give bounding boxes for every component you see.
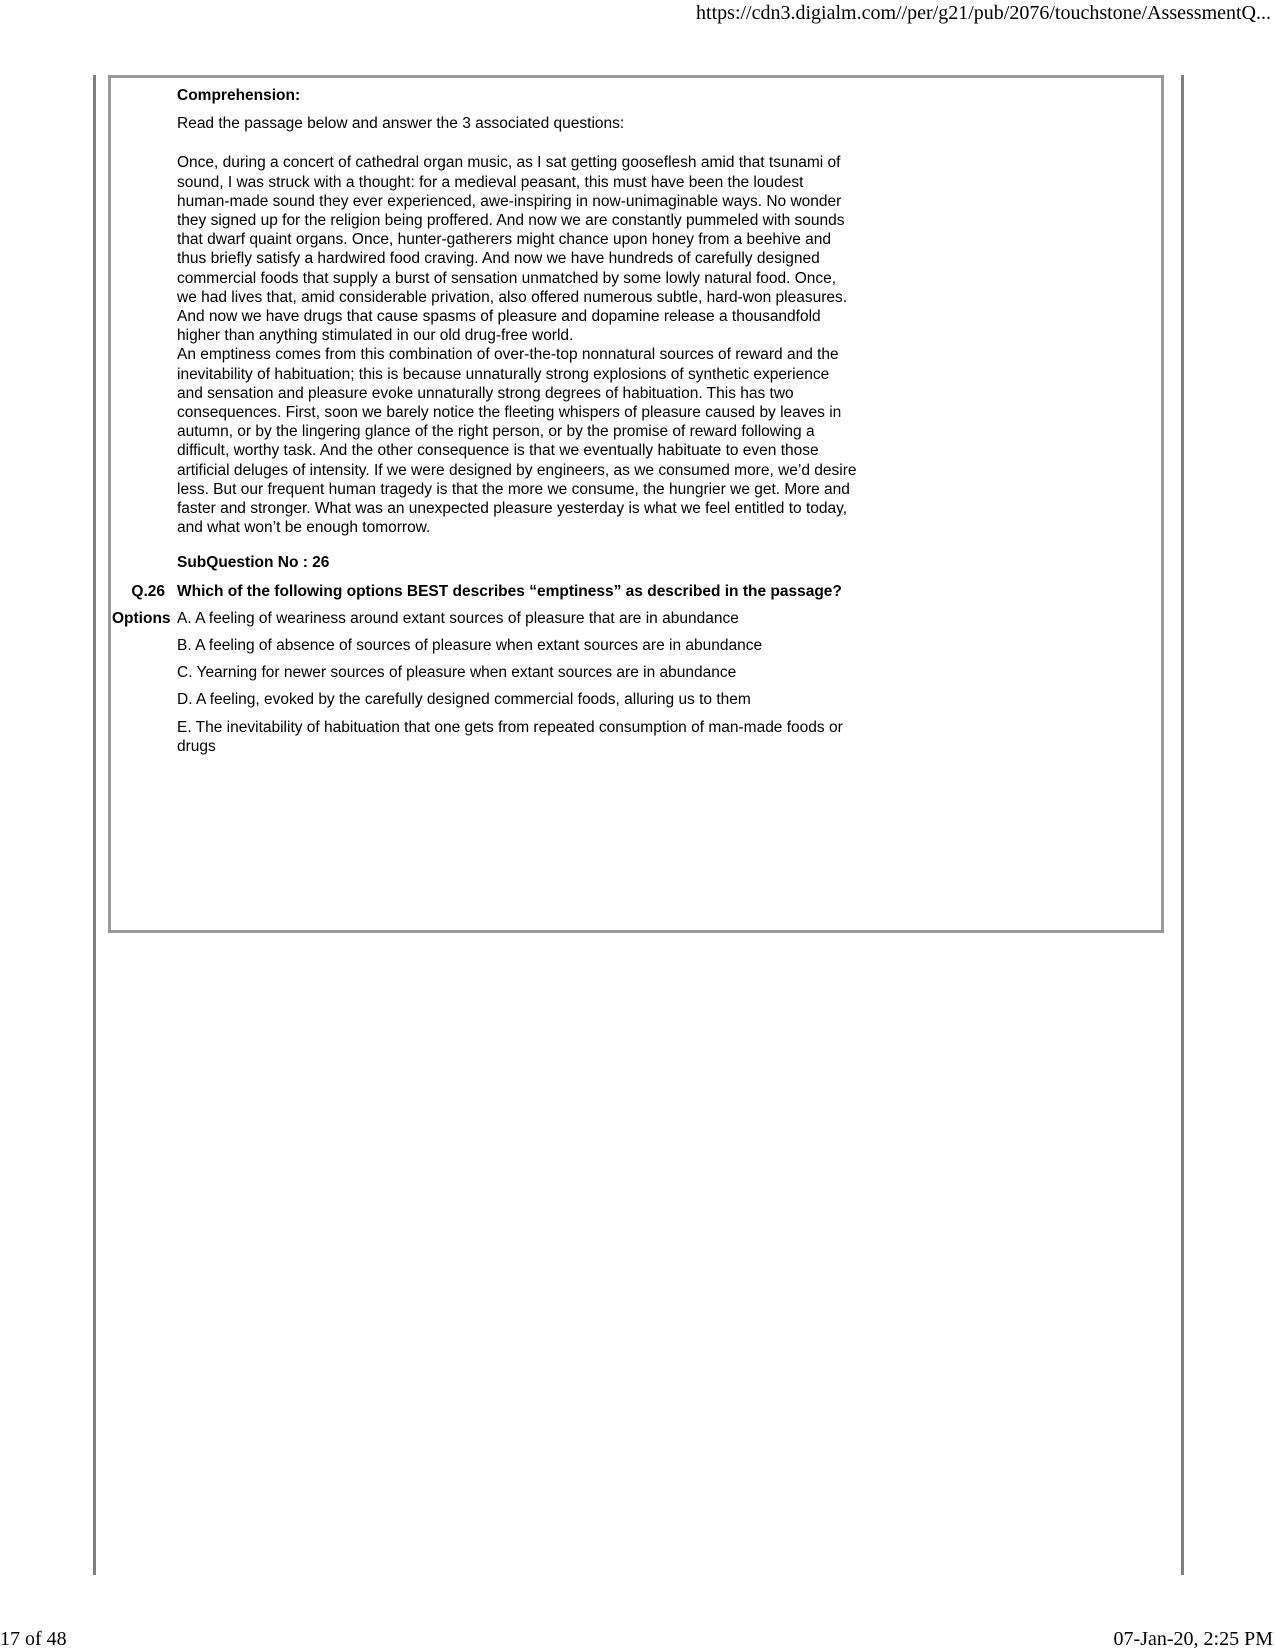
outer-frame-left-line bbox=[93, 75, 96, 1575]
question-row bbox=[131, 582, 857, 601]
question-text: Which of the following options BEST describes “emptiness” as described in the passage? bbox=[177, 582, 842, 600]
subquestion-label: SubQuestion No : 26 bbox=[177, 554, 330, 572]
option-d: D. A feeling, evoked by the carefully designed commercial foods, alluring us to them bbox=[177, 691, 751, 709]
print-header-url: https://cdn3.digialm.com//per/g21/pub/2076/touchstone/AssessmentQ... bbox=[696, 2, 1271, 24]
page-number: 17 of 48 bbox=[0, 1628, 67, 1650]
passage-paragraph-1: Once, during a concert of cathedral organ music, as I sat getting gooseflesh amid that tsunami of sound, I was struck with a thought: for a medieval peasant, this must have been the loudest human-made sound they ever experienced, awe-inspiring in now-unimaginable ways. No wonder they signed up for the religion being proffered. And now we are constantly pummeled with sounds that dwarf quaint organs. Once, hunter-gatherers might chance upon honey from a beehive and thus briefly satisfy a hardwired food craving. And now we have hundreds of carefully designed commercial foods that supply a burst of sensation unmatched by some lowly natural food. Once, we had lives that, amid considerable privation, also offered numerous subtle, hard-won pleasures. And now we have drugs that cause spasms of pleasure and dopamine release a thousandfold higher than anything stimulated in our old drug-free world. bbox=[177, 154, 848, 345]
comprehension-heading: Comprehension: bbox=[177, 87, 301, 104]
option-a: A. A feeling of weariness around extant sources of pleasure that are in abundance bbox=[177, 609, 739, 627]
print-datetime: 07-Jan-20, 2:25 PM bbox=[1113, 1628, 1273, 1650]
outer-frame-right-line bbox=[1181, 75, 1184, 1575]
option-b: B. A feeling of absence of sources of pleasure when extant sources are in abundance bbox=[177, 637, 763, 655]
option-c: C. Yearning for newer sources of pleasure when extant sources are in abundance bbox=[177, 664, 737, 682]
options-label: Options bbox=[112, 609, 171, 627]
options-row bbox=[112, 609, 857, 628]
option-e: E. The inevitability of habituation that one gets from repeated consumption of man-made foods or drugs bbox=[177, 718, 843, 755]
question-number: Q.26 bbox=[131, 582, 165, 600]
passage-paragraph-2: An emptiness comes from this combination of over-the-top nonnatural sources of reward and the inevitability of habituation; this is because unnaturally strong explosions of synthetic experience and sensation and pleasure evoke unnaturally strong degrees of habituation. This has two consequences. First, soon we barely notice the fleeting whispers of pleasure caused by leaves in autumn, or by the lingering glance of the right person, or by the promise of reward following a difficult, worthy task. And the other consequence is that we eventually habituate to even those artificial deluges of intensity. If we were designed by engineers, as we consumed more, we’d desire less. But our frequent human tragedy is that the more we consume, the hungrier we get. More and faster and stronger. What was an unexpected pleasure yesterday is what we feel entitled to today, and what won’t be enough tomorrow. bbox=[177, 346, 857, 537]
comprehension-instruction: Read the passage below and answer the 3 associated questions: bbox=[177, 115, 625, 133]
question-content bbox=[112, 86, 857, 764]
